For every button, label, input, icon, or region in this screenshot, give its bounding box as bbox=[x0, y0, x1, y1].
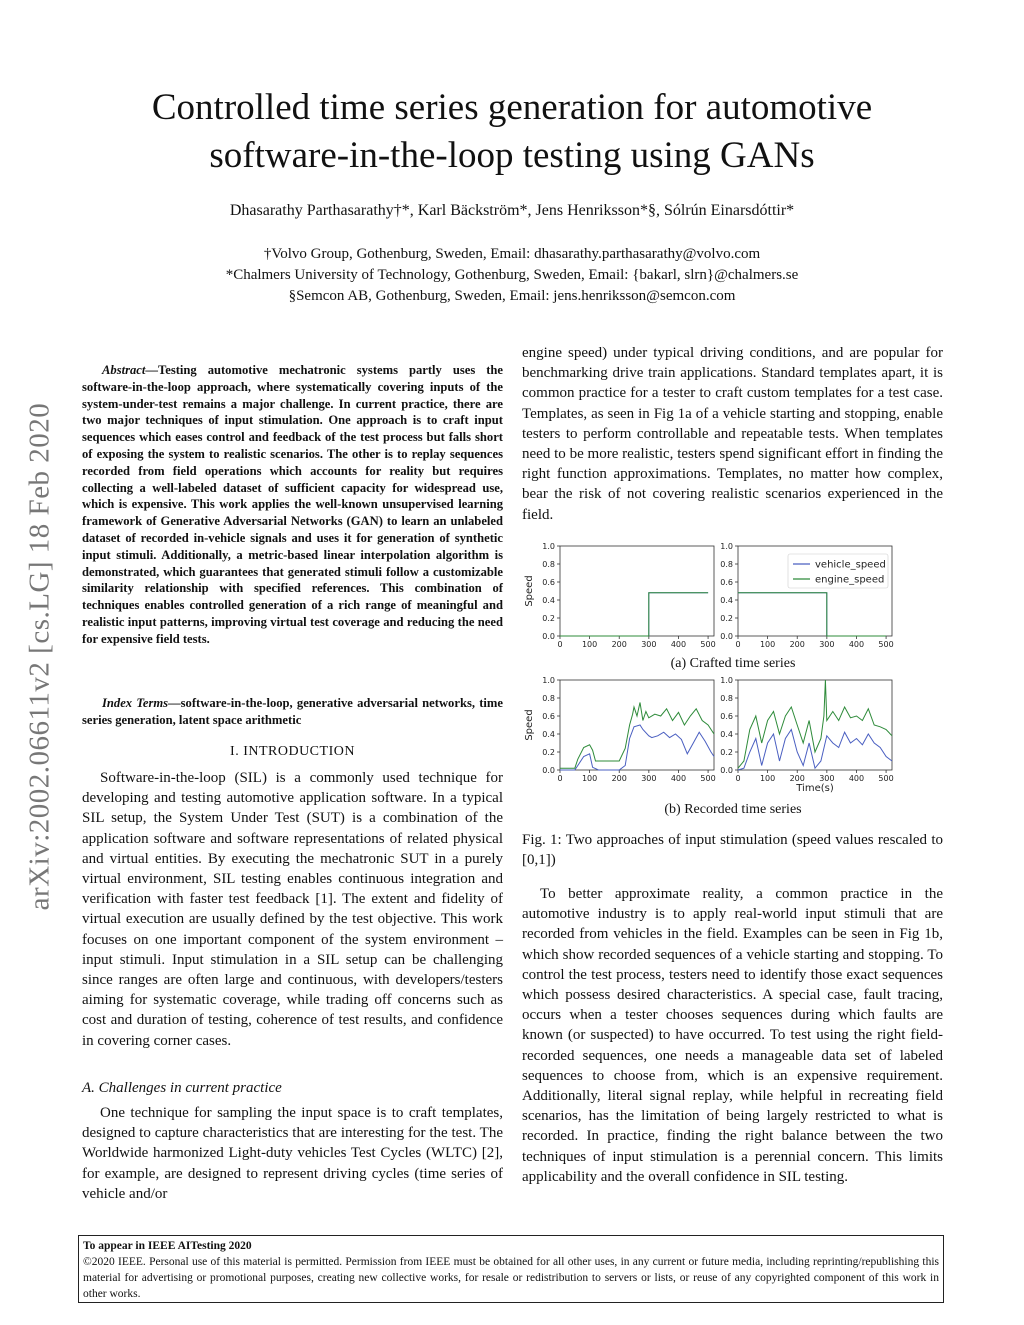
y-tick-label: 0.6 bbox=[542, 712, 555, 721]
x-tick-label: 100 bbox=[759, 640, 776, 649]
subsection-heading-challenges: A. Challenges in current practice bbox=[82, 1080, 282, 1096]
y-tick-label: 0.8 bbox=[720, 694, 733, 703]
plot-frame-a-left bbox=[560, 546, 714, 636]
legend-label-engine_speed: engine_speed bbox=[815, 574, 885, 586]
y-tick-label: 0.0 bbox=[542, 766, 555, 775]
x-tick-label: 500 bbox=[878, 774, 894, 783]
x-tick-label: 500 bbox=[878, 640, 894, 649]
series-line-vehicle_speed bbox=[560, 593, 708, 636]
x-tick-label: 500 bbox=[700, 640, 716, 649]
x-tick-label: 300 bbox=[819, 640, 835, 649]
x-axis-label: Time(s) bbox=[796, 783, 834, 794]
abstract bbox=[82, 362, 503, 648]
x-tick-label: 100 bbox=[581, 640, 598, 649]
abstract-text: —Testing automotive mechatronic systems partly uses the software-in-the-loop approach, where systematically covering inputs of the system-under-test remains a major challenge. In current practice, there are two major techniques of input stimulation. One approach is to craft input sequences which eases control and feedback of the test process but falls short of exposing the system to realistic scenarios. The other is to replay sequences recorded from field operations which accounts for reality but requires collecting a well-labeled dataset of sufficient capacity for widespread use, which is expensive. This work applies the well-known unsupervised learning framework of Generative Adversarial Networks (GAN) to learn an unlabeled dataset of recorded in-vehicle signals and uses it for generation of synthetic input stimuli. Additionally, a metric-based linear interpolation algorithm is demonstrated, which guarantees that generated stimuli follow a customizable similarity relationship with specified references. This combination of techniques enables controlled generation of a rich range of meaningful and realistic input patterns, improving virtual test coverage and reducing the need for expensive field tests. bbox=[82, 363, 503, 646]
x-tick-label: 300 bbox=[641, 640, 657, 649]
y-tick-label: 0.4 bbox=[542, 730, 555, 739]
y-axis-label: Speed bbox=[524, 575, 535, 607]
series-line-vehicle_speed bbox=[560, 725, 714, 770]
copyright-notice bbox=[78, 1235, 944, 1303]
y-tick-label: 0.2 bbox=[542, 614, 555, 623]
y-tick-label: 0.8 bbox=[542, 560, 555, 569]
x-tick-label: 300 bbox=[641, 774, 657, 783]
series-line-engine_speed bbox=[560, 703, 714, 769]
y-tick-label: 0.8 bbox=[542, 694, 555, 703]
figure-1a-caption: (a) Crafted time series bbox=[670, 656, 796, 671]
footer-text: ©2020 IEEE. Personal use of this material is permitted. Permission from IEEE must be obtained for all other uses, in any current or future media, including reprinting/republishing this material for advertising or promotional purposes, creating new collective works, for resale or redistribution to servers or lists, or reuse of any copyrighted component of this work in other works. bbox=[83, 1256, 939, 1300]
y-axis-label: Speed bbox=[524, 709, 535, 741]
x-tick-label: 400 bbox=[848, 774, 865, 783]
section-heading-introduction: I. INTRODUCTION bbox=[230, 744, 355, 759]
series-line-engine_speed bbox=[738, 593, 886, 636]
y-tick-label: 0.2 bbox=[720, 748, 733, 757]
y-tick-label: 1.0 bbox=[542, 542, 555, 551]
x-tick-label: 0 bbox=[557, 640, 563, 649]
y-tick-label: 0.2 bbox=[720, 614, 733, 623]
x-tick-label: 0 bbox=[735, 640, 741, 649]
x-tick-label: 200 bbox=[611, 774, 627, 783]
footer-title: To appear in IEEE AITesting 2020 bbox=[83, 1240, 252, 1252]
y-tick-label: 0.4 bbox=[542, 596, 555, 605]
y-tick-label: 0.6 bbox=[542, 578, 555, 587]
x-tick-label: 0 bbox=[735, 774, 741, 783]
y-tick-label: 0.6 bbox=[720, 578, 733, 587]
y-tick-label: 0.2 bbox=[542, 748, 555, 757]
x-tick-label: 100 bbox=[581, 774, 598, 783]
plot-frame-b-left bbox=[560, 680, 714, 770]
y-tick-label: 0.6 bbox=[720, 712, 733, 721]
x-tick-label: 200 bbox=[789, 774, 805, 783]
x-tick-label: 200 bbox=[611, 640, 627, 649]
x-tick-label: 0 bbox=[557, 774, 563, 783]
y-tick-label: 0.4 bbox=[720, 596, 733, 605]
series-line-vehicle_speed bbox=[738, 593, 886, 636]
y-tick-label: 0.0 bbox=[720, 766, 733, 775]
y-tick-label: 1.0 bbox=[720, 676, 733, 685]
affiliation-chalmers: *Chalmers University of Technology, Gothenburg, Sweden, Email: {bakarl, slrn}@chalmers.se bbox=[225, 267, 799, 283]
plot-frame-b-right bbox=[738, 680, 892, 770]
author-list: Dhasarathy Parthasarathy†*, Karl Bäckström*, Jens Henriksson*§, Sólrún Einarsdóttir* bbox=[229, 202, 795, 219]
y-tick-label: 1.0 bbox=[720, 542, 733, 551]
x-tick-label: 400 bbox=[670, 640, 687, 649]
paper-title bbox=[80, 84, 944, 180]
y-tick-label: 1.0 bbox=[542, 676, 555, 685]
affiliation-volvo: †Volvo Group, Gothenburg, Sweden, Email: dhasarathy.parthasarathy@volvo.com bbox=[263, 246, 761, 262]
title-line-2: software-in-the-loop testing using GANs bbox=[209, 135, 815, 176]
y-tick-label: 0.8 bbox=[720, 560, 733, 569]
intro-paragraph: Software-in-the-loop (SIL) is a commonly used technique for developing and testing automotive application software. In a typical SIL setup, the System Under Test (SUT) is a combination of the application software and software representations of related physical and virtual entities. By executing the mechatronic SUT in a purely virtual environment, SIL testing enables continuous integration and verification with faster test feedback [1]. The extent and fidelity of virtual execution are usually defined by the test objective. This work focuses on one important component of the system environment – input stimuli. Input stimulation in a SIL setup can be challenging since ranges are often large and continuous, with developers/testers aiming for systematic coverage, while trading off concerns such as cost and duration of testing, coherence of test results, and confidence in covering corner cases. bbox=[82, 770, 503, 1049]
challenges-paragraph: One technique for sampling the input space is to craft templates, designed to capture characteristics that are interesting for the test. The Worldwide harmonized Light-duty vehicles Test Cycles (WLTC) [2], for example, are designed to represent driving cycles (time series of vehicle and/or bbox=[82, 1105, 503, 1202]
right-paragraph-2: To better approximate reality, a common practice in the automotive industry is to apply real-world input stimuli that are recorded from vehicles in the field. Examples can be seen in Fig 1b, which show recorded sequences of a vehicle starting and stopping. To control the test process, testers need to identify those exact sequences which possess desired characteristics. A special case, fault tracing, occurs when a tester chooses sequences during which faults are known (or suspected) to have occurred. To test using the right field-recorded sequences, one needs a manageable data set of labeled sequences to choose from, which is an expensive requirement. Additionally, literal signal replay, while helpful in recreating field scenarios, has the limitation of being largely restricted to what is recorded. In practice, finding the right balance between the two techniques of input stimulation is a perennial concern. This limits applicability and the overall confidence in SIL testing. bbox=[522, 886, 943, 1185]
arxiv-stamp: arXiv:2002.06611v2 [cs.LG] 18 Feb 2020 bbox=[23, 402, 56, 911]
index-terms-text: —software-in-the-loop, generative adversarial networks, time series generation, latent space arithmetic bbox=[82, 696, 503, 727]
title-line-1: Controlled time series generation for automotive bbox=[151, 87, 873, 128]
x-tick-label: 300 bbox=[819, 774, 835, 783]
index-terms-label: Index Terms bbox=[102, 696, 169, 710]
figure-1-caption: Fig. 1: Two approaches of input stimulation (speed values rescaled to [0,1]) bbox=[522, 832, 943, 868]
x-tick-label: 400 bbox=[670, 774, 687, 783]
x-tick-label: 500 bbox=[700, 774, 716, 783]
index-terms bbox=[82, 695, 503, 729]
x-tick-label: 400 bbox=[848, 640, 865, 649]
figure-1 bbox=[518, 536, 948, 826]
y-tick-label: 0.0 bbox=[720, 632, 733, 641]
legend-label-vehicle_speed: vehicle_speed bbox=[815, 559, 886, 571]
x-tick-label: 100 bbox=[759, 774, 776, 783]
figure-1b-caption: (b) Recorded time series bbox=[664, 802, 802, 817]
y-tick-label: 0.4 bbox=[720, 730, 733, 739]
x-tick-label: 200 bbox=[789, 640, 805, 649]
series-line-engine_speed bbox=[560, 593, 708, 636]
y-tick-label: 0.0 bbox=[542, 632, 555, 641]
affiliation-semcon: §Semcon AB, Gothenburg, Sweden, Email: jens.henriksson@semcon.com bbox=[288, 288, 736, 304]
series-line-engine_speed bbox=[738, 680, 892, 768]
figure-1-chart bbox=[518, 536, 948, 826]
abstract-label: Abstract bbox=[102, 363, 146, 377]
right-paragraph-1: engine speed) under typical driving conditions, and are popular for benchmarking drive train applications. Standard templates apart, it is common practice for a tester to craft custom templates for a test case. Templates, as seen in Fig 1a of a vehicle starting and stopping, enable testers to perform controllable and repeatable tests. When templates need to be more realistic, testers spend significant effort in finding the right function approximations. Templates, no matter how complex, bear the risk of not covering realistic scenarios experienced in the field. bbox=[522, 345, 943, 523]
